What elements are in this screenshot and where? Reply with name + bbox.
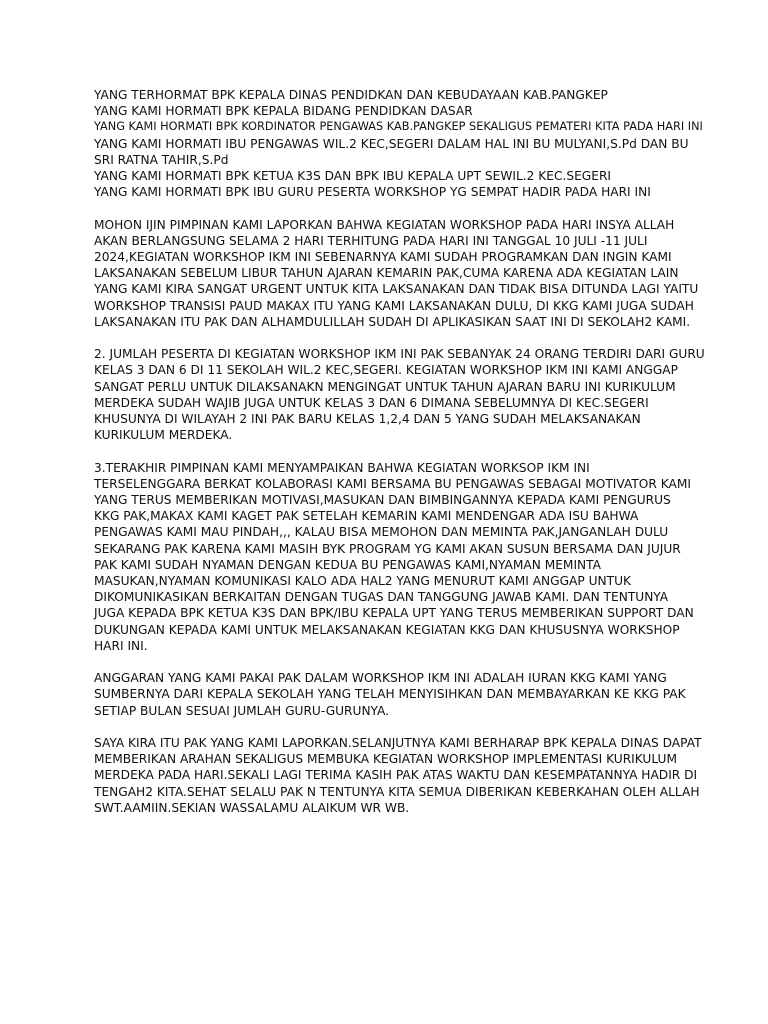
paragraph-budget — [94, 670, 684, 719]
paragraph-line: KURIKULUM MERDEKA. — [94, 428, 233, 443]
paragraph-line: SEKARANG PAK KARENA KAMI MASIH BYK PROGRAM YG KAMI AKAN SUSUN BERSAMA DAN JUJUR — [94, 541, 681, 556]
paragraph-report-opening — [94, 217, 699, 330]
paragraph-line: DUKUNGAN KEPADA KAMI UNTUK MELAKSANAKAN KEGIATAN KKG DAN KHUSUSNYA WORKSHOP — [94, 622, 680, 637]
salutation-line: YANG KAMI HORMATI BPK KEPALA BIDANG PENDIDKAN DASAR — [94, 104, 473, 119]
salutation-line: YANG KAMI HORMATI BPK KETUA K3S DAN BPK IBU KEPALA UPT SEWIL.2 KEC.SEGERI — [94, 169, 612, 184]
paragraph-line: PENGAWAS KAMI MAU PINDAH,,, KALAU BISA MEMOHON DAN MEMINTA PAK,JANGANLAH DULU — [94, 525, 669, 540]
paragraph-line: 3.TERAKHIR PIMPINAN KAMI MENYAMPAIKAN BAHWA KEGIATAN WORKSOP IKM INI — [94, 460, 590, 475]
paragraph-line: PAK KAMI SUDAH NYAMAN DENGAN KEDUA BU PENGAWAS KAMI,NYAMAN MEMINTA — [94, 557, 601, 572]
paragraph-line: YANG TERUS MEMBERIKAN MOTIVASI,MASUKAN DAN BIMBINGANNYA KEPADA KAMI PENGURUS — [94, 493, 671, 508]
salutation-block — [94, 87, 703, 200]
document-page — [94, 87, 705, 816]
paragraph-line: KKG PAK,MAKAX KAMI KAGET PAK SETELAH KEMARIN KAMI MENDENGAR ADA ISU BAHWA — [94, 509, 639, 524]
paragraph-line: SAYA KIRA ITU PAK YANG KAMI LAPORKAN.SELANJUTNYA KAMI BERHARAP BPK KEPALA DINAS DAPAT — [94, 736, 702, 751]
paragraph-line: TENGAH2 KITA.SEHAT SELALU PAK N TENTUNYA KITA SEMUA DIBERIKAN KEBERKAHAN OLEH ALLAH — [94, 784, 700, 799]
paragraph-line: AKAN BERLANGSUNG SELAMA 2 HARI TERHITUNG PADA HARI INI TANGGAL 10 JULI -11 JULI — [94, 233, 648, 248]
paragraph-line: MERDEKA PADA HARI.SEKALI LAGI TERIMA KASIH PAK ATAS WAKTU DAN KESEMPATANNYA HADIR DI — [94, 768, 698, 783]
salutation-line: SRI RATNA TAHIR,S.Pd — [94, 152, 229, 167]
paragraph-line: WORKSHOP TRANSISI PAUD MAKAX ITU YANG KAMI LAKSANAKAN DULU, DI KKG KAMI JUGA SUDAH — [94, 298, 694, 313]
paragraph-line: DIKOMUNIKASIKAN BERKAITAN DENGAN TUGAS DAN TANGGUNG JAWAB KAMI. DAN TENTUNYA — [94, 590, 669, 605]
paragraph-line: ANGGARAN YANG KAMI PAKAI PAK DALAM WORKSHOP IKM INI ADALAH IURAN KKG KAMI YANG — [94, 671, 667, 686]
salutation-line: YANG TERHORMAT BPK KEPALA DINAS PENDIDKAN DAN KEBUDAYAAN KAB.PANGKEP — [94, 88, 608, 102]
paragraph-line: LAKSANAKAN SEBELUM LIBUR TAHUN AJARAN KEMARIN PAK,CUMA KARENA ADA KEGIATAN LAIN — [94, 266, 679, 281]
paragraph-line: KELAS 3 DAN 6 DI 11 SEKOLAH WIL.2 KEC,SEGERI. KEGIATAN WORKSHOP IKM INI KAMI ANGGAP — [94, 363, 678, 378]
paragraph-line: TERSELENGGARA BERKAT KOLABORASI KAMI BERSAMA BU PENGAWAS SEBAGAI MOTIVATOR KAMI — [94, 476, 691, 491]
paragraph-line: JUGA KEPADA BPK KETUA K3S DAN BPK/IBU KEPALA UPT YANG TERUS MEMBERIKAN SUPPORT DAN — [94, 606, 694, 621]
paragraph-line: SWT.AAMIIN.SEKIAN WASSALAMU ALAIKUM WR WB. — [94, 800, 410, 815]
paragraph-line: MASUKAN,NYAMAN KOMUNIKASI KALO ADA HAL2 YANG MENURUT KAMI ANGGAP UNTUK — [94, 574, 631, 589]
salutation-line: YANG KAMI HORMATI IBU PENGAWAS WIL.2 KEC,SEGERI DALAM HAL INI BU MULYANI,S.Pd DAN BU — [94, 136, 689, 151]
paragraph-line: SETIAP BULAN SESUAI JUMLAH GURU-GURUNYA. — [94, 703, 390, 718]
paragraph-collaboration — [94, 460, 694, 654]
paragraph-line: 2. JUMLAH PESERTA DI KEGIATAN WORKSHOP IKM INI PAK SEBANYAK 24 ORANG TERDIRI DARI GURU — [94, 347, 705, 362]
paragraph-line: HARI INI. — [94, 638, 148, 653]
paragraph-closing — [94, 735, 702, 816]
paragraph-line: MOHON IJIN PIMPINAN KAMI LAPORKAN BAHWA KEGIATAN WORKSHOP PADA HARI INSYA ALLAH — [94, 217, 675, 232]
paragraph-line: YANG KAMI KIRA SANGAT URGENT UNTUK KITA LAKSANAKAN DAN TIDAK BISA DITUNDA LAGI YAITU — [94, 282, 699, 297]
paragraph-participants — [94, 346, 705, 443]
salutation-line: YANG KAMI HORMATI BPK KORDINATOR PENGAWAS KAB.PANGKEP SEKALIGUS PEMATERI KITA PADA HARI INI — [94, 120, 703, 134]
paragraph-line: KHUSUNYA DI WILAYAH 2 INI PAK BARU KELAS 1,2,4 DAN 5 YANG SUDAH MELAKSANAKAN — [94, 412, 641, 427]
paragraph-line: SUMBERNYA DARI KEPALA SEKOLAH YANG TELAH MENYISIHKAN DAN MEMBAYARKAN KE KKG PAK — [94, 687, 686, 702]
paragraph-line: LAKSANAKAN ITU PAK DAN ALHAMDULILLAH SUDAH DI APLIKASIKAN SAAT INI DI SEKOLAH2 KAMI. — [94, 314, 691, 329]
paragraph-line: MEMBERIKAN ARAHAN SEKALIGUS MEMBUKA KEGIATAN WORKSHOP IMPLEMENTASI KURIKULUM — [94, 752, 677, 767]
paragraph-line: MERDEKA SUDAH WAJIB JUGA UNTUK KELAS 3 DAN 6 DIMANA SEBELUMNYA DI KEC.SEGERI — [94, 395, 649, 410]
salutation-line: YANG KAMI HORMATI BPK IBU GURU PESERTA WORKSHOP YG SEMPAT HADIR PADA HARI INI — [94, 185, 651, 200]
paragraph-line: SANGAT PERLU UNTUK DILAKSANAKN MENGINGAT UNTUK TAHUN AJARAN BARU INI KURIKULUM — [94, 379, 676, 394]
paragraph-line: 2024,KEGIATAN WORKSHOP IKM INI SEBENARNYA KAMI SUDAH PROGRAMKAN DAN INGIN KAMI — [94, 250, 672, 265]
